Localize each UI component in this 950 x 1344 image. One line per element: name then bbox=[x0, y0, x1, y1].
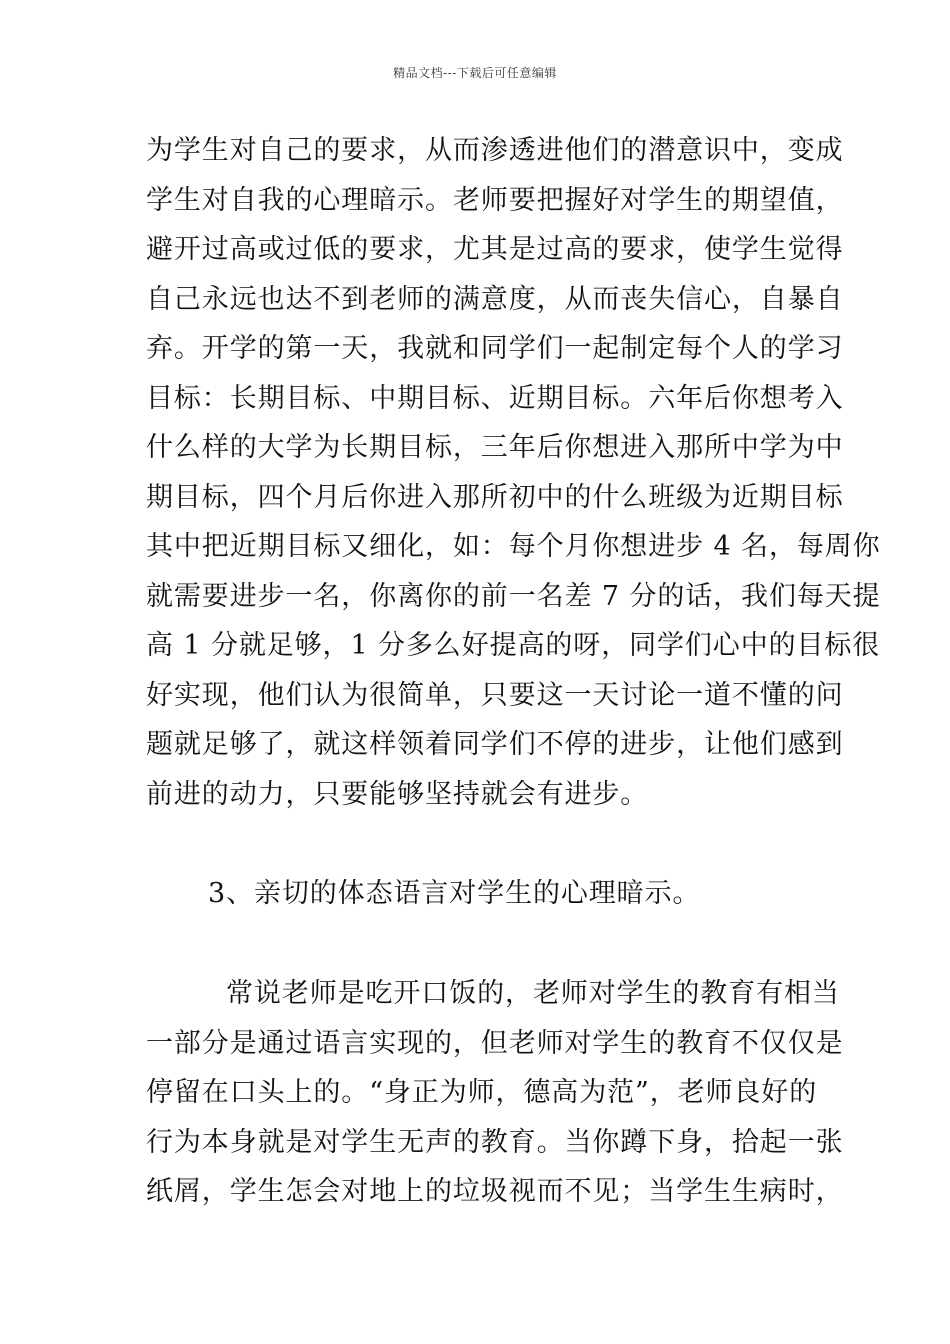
text-line: 期目标，四个月后你进入那所初中的什么班级为近期目标 bbox=[146, 482, 844, 513]
text-line: 行为本身就是对学生无声的教育。当你蹲下身，拾起一张 bbox=[146, 1127, 844, 1158]
text-line: 常说老师是吃开口饭的，老师对学生的教育有相当 bbox=[226, 978, 840, 1009]
text-line: 就需要进步一名，你离你的前一名差 7 分的话，我们每天提 bbox=[146, 581, 881, 612]
text-line: 纸屑，学生怎会对地上的垃圾视而不见；当学生生病时， bbox=[146, 1176, 844, 1207]
text-line: 弃。开学的第一天，我就和同学们一起制定每个人的学习 bbox=[146, 333, 844, 364]
page-header: 精品文档---下载后可任意编辑 bbox=[393, 66, 557, 80]
section-heading: 3、亲切的体态语言对学生的心理暗示。 bbox=[208, 878, 701, 909]
text-line: 题就足够了，就这样领着同学们不停的进步，让他们感到 bbox=[146, 729, 844, 760]
text-line: 前进的动力，只要能够坚持就会有进步。 bbox=[146, 779, 649, 810]
text-line: 学生对自我的心理暗示。老师要把握好对学生的期望值， bbox=[146, 185, 844, 216]
text-line: 避开过高或过低的要求，尤其是过高的要求，使学生觉得 bbox=[146, 234, 844, 265]
text-line: 为学生对自己的要求，从而渗透进他们的潜意识中，变成 bbox=[146, 135, 844, 166]
text-line: 什么样的大学为长期目标，三年后你想进入那所中学为中 bbox=[146, 432, 844, 463]
text-line: 自己永远也达不到老师的满意度，从而丧失信心，自暴自 bbox=[146, 284, 844, 315]
text-line: 好实现，他们认为很简单，只要这一天讨论一道不懂的问 bbox=[146, 680, 844, 711]
text-line: 停留在口头上的。“身正为师，德高为范”，老师良好的 bbox=[146, 1077, 818, 1108]
text-line: 高 1 分就足够，1 分多么好提高的呀，同学们心中的目标很 bbox=[146, 630, 881, 661]
text-line: 一部分是通过语言实现的，但老师对学生的教育不仅仅是 bbox=[146, 1028, 844, 1059]
text-line: 目标：长期目标、中期目标、近期目标。六年后你想考入 bbox=[146, 383, 844, 414]
text-line: 其中把近期目标又细化，如：每个月你想进步 4 名，每周你 bbox=[146, 531, 881, 562]
